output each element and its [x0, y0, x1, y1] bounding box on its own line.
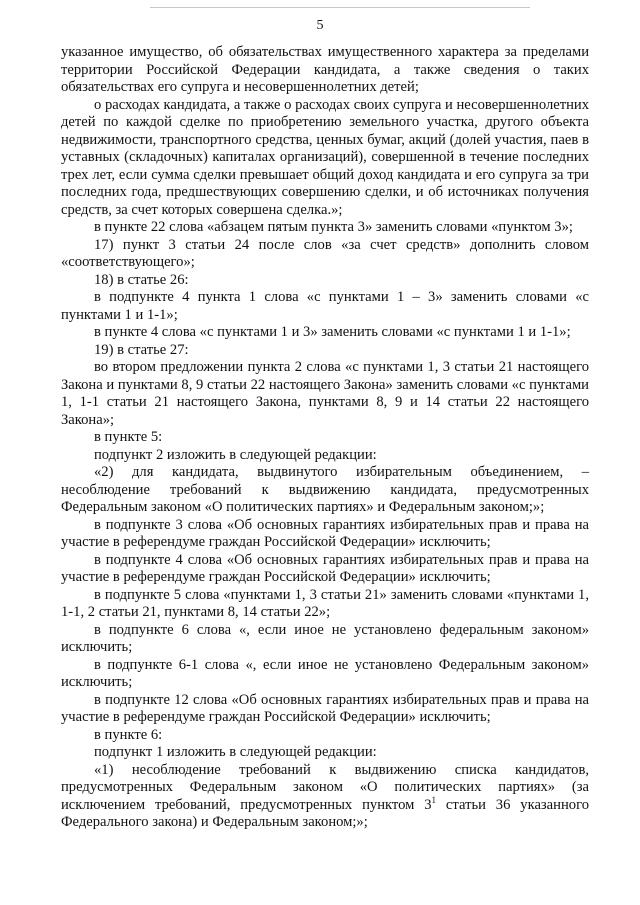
- paragraph: подпункт 2 изложить в следующей редакции:: [94, 446, 377, 463]
- paragraph: в подпункте 6-1 слова «, если иное не установлено Федеральным законом» исключить;: [61, 656, 589, 690]
- paragraph: в подпункте 12 слова «Об основных гарантиях избирательных прав и права на участие в референдуме граждан Российской Федерации» исключить;: [61, 691, 589, 725]
- paragraph: в подпункте 4 слова «Об основных гарантиях избирательных прав и права на участие в референдуме граждан Российской Федерации» исключить;: [61, 551, 589, 585]
- paragraph: в пункте 5:: [94, 429, 163, 445]
- paragraph: 18) в статье 26:: [94, 271, 189, 288]
- top-border-line: [150, 7, 530, 8]
- paragraph: в подпункте 3 слова «Об основных гарантиях избирательных прав и права на участие в референдуме граждан Российской Федерации» исключить;: [61, 516, 589, 550]
- document-body: [61, 44, 589, 832]
- paragraph: 19) в статье 27:: [94, 341, 189, 358]
- paragraph: во втором предложении пункта 2 слова «с пунктами 1, 3 статьи 21 настоящего Закона и пунктами 8, 9 статьи 22 настоящего Закона» заменить словами «с пунктами 1, 1-1 статьи 21 настоящего Закона, пунктами 8, 9 и 14 статьи 22 настоящего Закона»;: [61, 359, 589, 428]
- superscript: 1: [431, 794, 437, 805]
- paragraph: в пункте 6:: [94, 726, 163, 743]
- paragraph-last-after: статьи 36 указанного Федерального закона) и Федеральным законом;»;: [61, 796, 589, 830]
- paragraph-last-before: «1) несоблюдение требований к выдвижению списка кандидатов, предусмотренных Федеральным законом «О политических партиях» (за исключением требований, предусмотренных пунктом 3: [61, 761, 589, 813]
- paragraph-list: [61, 44, 589, 762]
- paragraph-last: [61, 762, 589, 832]
- paragraph: подпункт 1 изложить в следующей редакции:: [94, 744, 377, 760]
- paragraph: в подпункте 6 слова «, если иное не установлено федеральным законом» исключить;: [61, 621, 589, 655]
- paragraph: в пункте 22 слова «абзацем пятым пункта 3» заменить словами «пунктом 3»;: [94, 219, 573, 235]
- paragraph: в подпункте 5 слова «пунктами 1, 3 статьи 21» заменить словами «пунктами 1, 1-1, 2 статьи 21, пунктами 8, 14 статьи 22»;: [61, 586, 589, 620]
- paragraph: «2) для кандидата, выдвинутого избирательным объединением, – несоблюдение требований к выдвижению кандидата, предусмотренных Федеральным законом «О политических партиях» и Федеральным законом;»;: [61, 464, 589, 515]
- paragraph: в пункте 4 слова «с пунктами 1 и 3» заменить словами «с пунктами 1 и 1-1»;: [94, 324, 571, 340]
- paragraph: в подпункте 4 пункта 1 слова «с пунктами 1 – 3» заменить словами «с пунктами 1 и 1-1»;: [61, 289, 589, 323]
- paragraph: указанное имущество, об обязательствах имущественного характера за пределами территории Российской Федерации кандидата, а также сведения о таких обязательствах его супруга и несовершеннолетних детей;: [61, 44, 589, 95]
- paragraph: о расходах кандидата, а также о расходах своих супруга и несовершеннолетних детей по каждой сделке по приобретению земельного участка, другого объекта недвижимости, транспортного средства, ценных бумаг, акций (долей участия, паев в уставных (складочных) капиталах организаций), совершенной в течение последних трех лет, если сумма сделки превышает общий доход кандидата и его супруга за три последних года, предшествующих совершению сделки, и об источниках получения средств, за счет которых совершена сделка.»;: [61, 96, 589, 218]
- page-number: 5: [316, 18, 324, 33]
- paragraph: 17) пункт 3 статьи 24 после слов «за счет средств» дополнить словом «соответствующего»;: [61, 236, 589, 270]
